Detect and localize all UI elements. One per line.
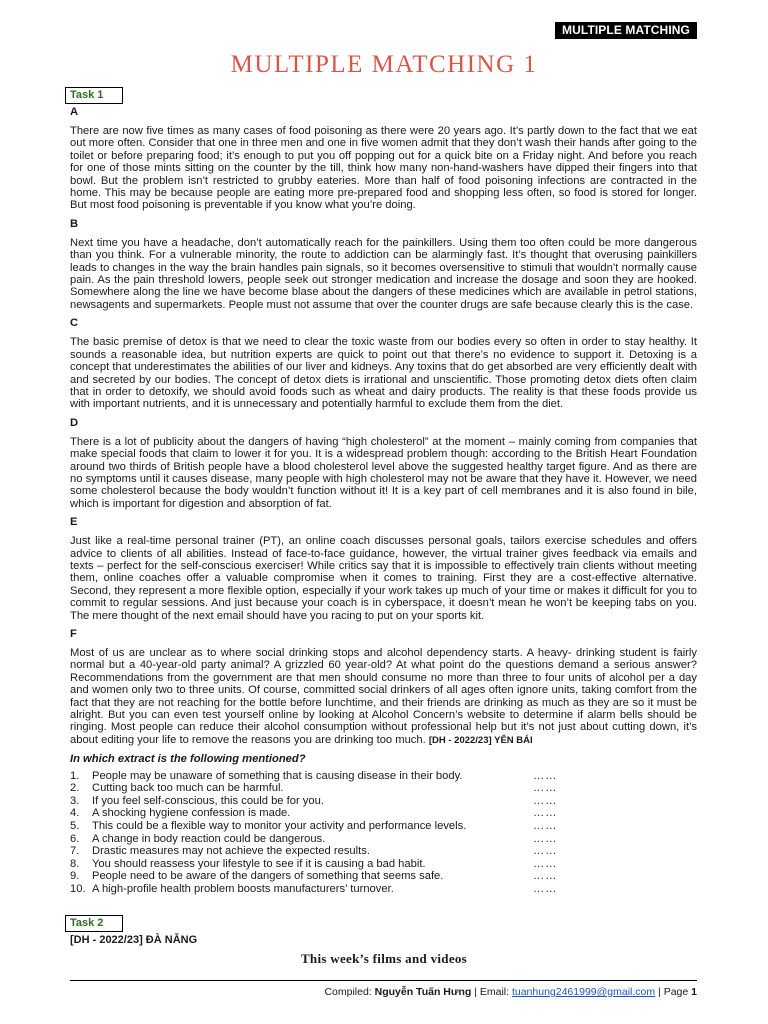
extract-letter: D	[70, 416, 79, 429]
task1-label: Task 1	[65, 87, 123, 104]
extract-text: There is a lot of publicity about the dangers of having “high cholesterol” at the moment – mainly coming from companies that make special foods that claim to lower it for you. It is a widespread problem though: according to the British Heart Foundation around two thirds of British people have a blood cholesterol level above the suggested healthy target figure. And as there are no symptoms until it causes disease, many people with high cholesterol may not be aware that they have it. However, we need some cholesterol because the body wouldn’t function without it! It is a key part of cell membranes and it is also found in bile, which is important for digestion and absorption of fat.	[70, 435, 697, 510]
extract-b	[70, 218, 697, 311]
answer-blank[interactable]: ……	[533, 883, 558, 895]
question-number: 4.	[70, 807, 80, 820]
question-text: Drastic measures may not achieve the expected results.	[92, 845, 370, 858]
question-text: If you feel self-conscious, this could be for you.	[92, 794, 324, 807]
question-text: A shocking hygiene confession is made.	[92, 807, 291, 820]
answer-blank[interactable]: ……	[533, 870, 558, 883]
question-number: 1.	[70, 769, 80, 782]
task2-heading: This week’s films and videos	[300, 951, 468, 966]
extract-e	[70, 516, 697, 622]
question-item	[70, 795, 697, 808]
page-footer	[324, 986, 697, 998]
question-item	[70, 870, 697, 883]
question-text: People may be unaware of something that is causing disease in their body.	[92, 769, 463, 782]
answer-blank[interactable]: ……	[533, 832, 558, 845]
extract-text: Just like a real-time personal trainer (PT), an online coach discusses personal goals, tailors exercise schedules and offers advice to clients of all abilities. Instead of face-to-face guidance, however, the virtual trainer gives feedback via emails and texts – perfect for the self-conscious exerciser! While critics say that it is impossible to effectively train clients without meeting them, online coaches offer a valuable compromise when it comes to training. First they are a cost-effective alternative. Second, they represent a more flexible option, especially if your work takes up much of your time or makes it difficult for you to commit to regular sessions. And just because your coach is in cyberspace, it doesn’t mean he won’t be keeping tabs on you. The mere thought of the next email should have you racing to put on your sports kit.	[70, 535, 697, 622]
question-text: A high-profile health problem boosts manufacturers’ turnover.	[92, 883, 394, 895]
email-label: | Email:	[471, 986, 512, 998]
question-item	[70, 770, 697, 783]
question-list	[70, 770, 697, 896]
question-number: 6.	[70, 832, 80, 845]
extract-a	[70, 106, 697, 212]
answer-blank[interactable]: ……	[533, 769, 558, 782]
answer-blank[interactable]: ……	[533, 820, 558, 833]
question-prompt: In which extract is the following mentioned?	[70, 753, 306, 766]
answer-blank[interactable]: ……	[533, 794, 558, 807]
answer-blank[interactable]: ……	[533, 782, 558, 795]
extract-letter: B	[70, 217, 79, 230]
extract-text: There are now five times as many cases of food poisoning as there were 20 years ago. It’s partly down to the fact that we eat out more often. Consider that one in three men and one in five women admit that they don’t wash their hands after going to the toilet or before preparing food; it’s enough to put you off popping out for a quick bite on a Friday night. And before you reach for one of those mints sitting on the counter by the till, think how many non-hand-washers have dipped their fingers into that bowl. But the problem isn’t restricted to grubby eateries. More than half of food poisoning infections are contracted in the home. This may be because people are eating more pre-prepared food and shopping less often, so food is stored for longer. But most food poisoning is preventable if you know what you’re doing.	[70, 125, 697, 212]
page-number: 1	[691, 986, 697, 998]
extract-text: Next time you have a headache, don’t automatically reach for the painkillers. Using them too often could be more dangerous than you think. For a vulnerable minority, the route to addiction can be alarmingly fast. It’s thought that overusing painkillers leads to changes in the way the brain handles pain signals, so it becomes oversensitive to stimuli that wouldn’t normally cause pain. As the pain threshold lowers, people seek out stronger medication and increase the dosage and soon they are hooked. Somewhere along the line we have become blase about the dangers of these medicines which are available in petrol stations, newsagents and supermarkets. People must not assume that over the counter drugs are safe because clearly this is the case.	[70, 236, 697, 311]
page-label: | Page	[655, 986, 692, 998]
email-link[interactable]: tuanhung2461999@gmail.com	[511, 986, 656, 998]
extract-c	[70, 317, 697, 410]
question-item	[70, 858, 697, 871]
question-number: 7.	[70, 845, 80, 858]
question-item	[70, 883, 697, 896]
question-item	[70, 833, 697, 846]
extract-letter: A	[70, 106, 79, 118]
question-item	[70, 845, 697, 858]
compiled-label: Compiled:	[324, 986, 375, 998]
question-item	[70, 782, 697, 795]
page-title: MULTIPLE MATCHING 1	[230, 51, 538, 78]
answer-blank[interactable]: ……	[533, 845, 558, 858]
footer-divider	[70, 980, 697, 981]
question-number: 5.	[70, 820, 80, 833]
question-text: People need to be aware of the dangers of something that seems safe.	[92, 870, 444, 883]
question-number: 2.	[70, 782, 80, 795]
extract-text	[70, 647, 697, 747]
question-number: 8.	[70, 857, 80, 870]
source-tag: [DH - 2022/23] YÊN BÁI	[428, 734, 533, 746]
question-number: 3.	[70, 794, 80, 807]
question-item	[70, 820, 697, 833]
task1-content	[70, 106, 697, 896]
task2-source: [DH - 2022/23] ĐÀ NẴNG	[70, 934, 198, 946]
question-text: Cutting back too much can be harmful.	[92, 782, 284, 795]
answer-blank[interactable]: ……	[533, 857, 558, 870]
extract-f	[70, 628, 697, 747]
question-number: 9.	[70, 870, 80, 883]
extract-letter: F	[70, 628, 77, 640]
compiler-name: Nguyễn Tuấn Hưng	[374, 986, 472, 998]
extract-text: The basic premise of detox is that we need to clear the toxic waste from our bodies every so often in order to stay healthy. It sounds a reasonable idea, but nutrition experts are quick to point out that there’s no evidence to support it. Detoxing is a concept that underestimates the abilities of our liver and kidneys. Any toxins that do get absorbed are very efficiently dealt with and secreted by our bodies. The concept of detox diets is irrational and unscientific. Those promoting detox diets often claim that in order to detoxify, we should avoid foods such as wheat and dairy products. The reality is that these foods provide us with important nutrients, and it is unnecessary and potentially harmful to exclude them from the diet.	[70, 336, 697, 411]
task2-label: Task 2	[65, 915, 123, 932]
answer-blank[interactable]: ……	[533, 807, 558, 820]
extract-d	[70, 417, 697, 510]
question-text: You should reassess your lifestyle to see if it is causing a bad habit.	[92, 857, 426, 870]
question-text: This could be a flexible way to monitor your activity and performance levels.	[92, 820, 467, 833]
extract-body: Most of us are unclear as to where social drinking stops and alcohol dependency starts. A heavy- drinking student is fairly normal but a 40-year-old party animal? A grizzled 60 year-old? At what point do the questions demand a serious answer? Recommendations from the government are that men should consume no more than three to four units of alcohol per a day and women only two to three units. Of course, committed social drinkers of all ages often ignore units, taking comfort from the fact that they are not reaching for the bottle before lunchtime, and their friends are drinking as much as they are so it must be alright. But you can even test yourself online by looking at Alcohol Concern’s website to determine if alarm bells should be ringing. Most people can reduce their alcohol consumption without professional help but it’s not just about cutting down, it’s about editing your life to remove the reasons you are drinking too much.	[70, 647, 697, 746]
corner-tag: MULTIPLE MATCHING	[555, 22, 697, 39]
question-item	[70, 807, 697, 820]
question-number: 10.	[70, 883, 86, 895]
extract-letter: C	[70, 317, 79, 330]
extract-letter: E	[70, 516, 78, 529]
question-text: A change in body reaction could be dangerous.	[92, 832, 326, 845]
